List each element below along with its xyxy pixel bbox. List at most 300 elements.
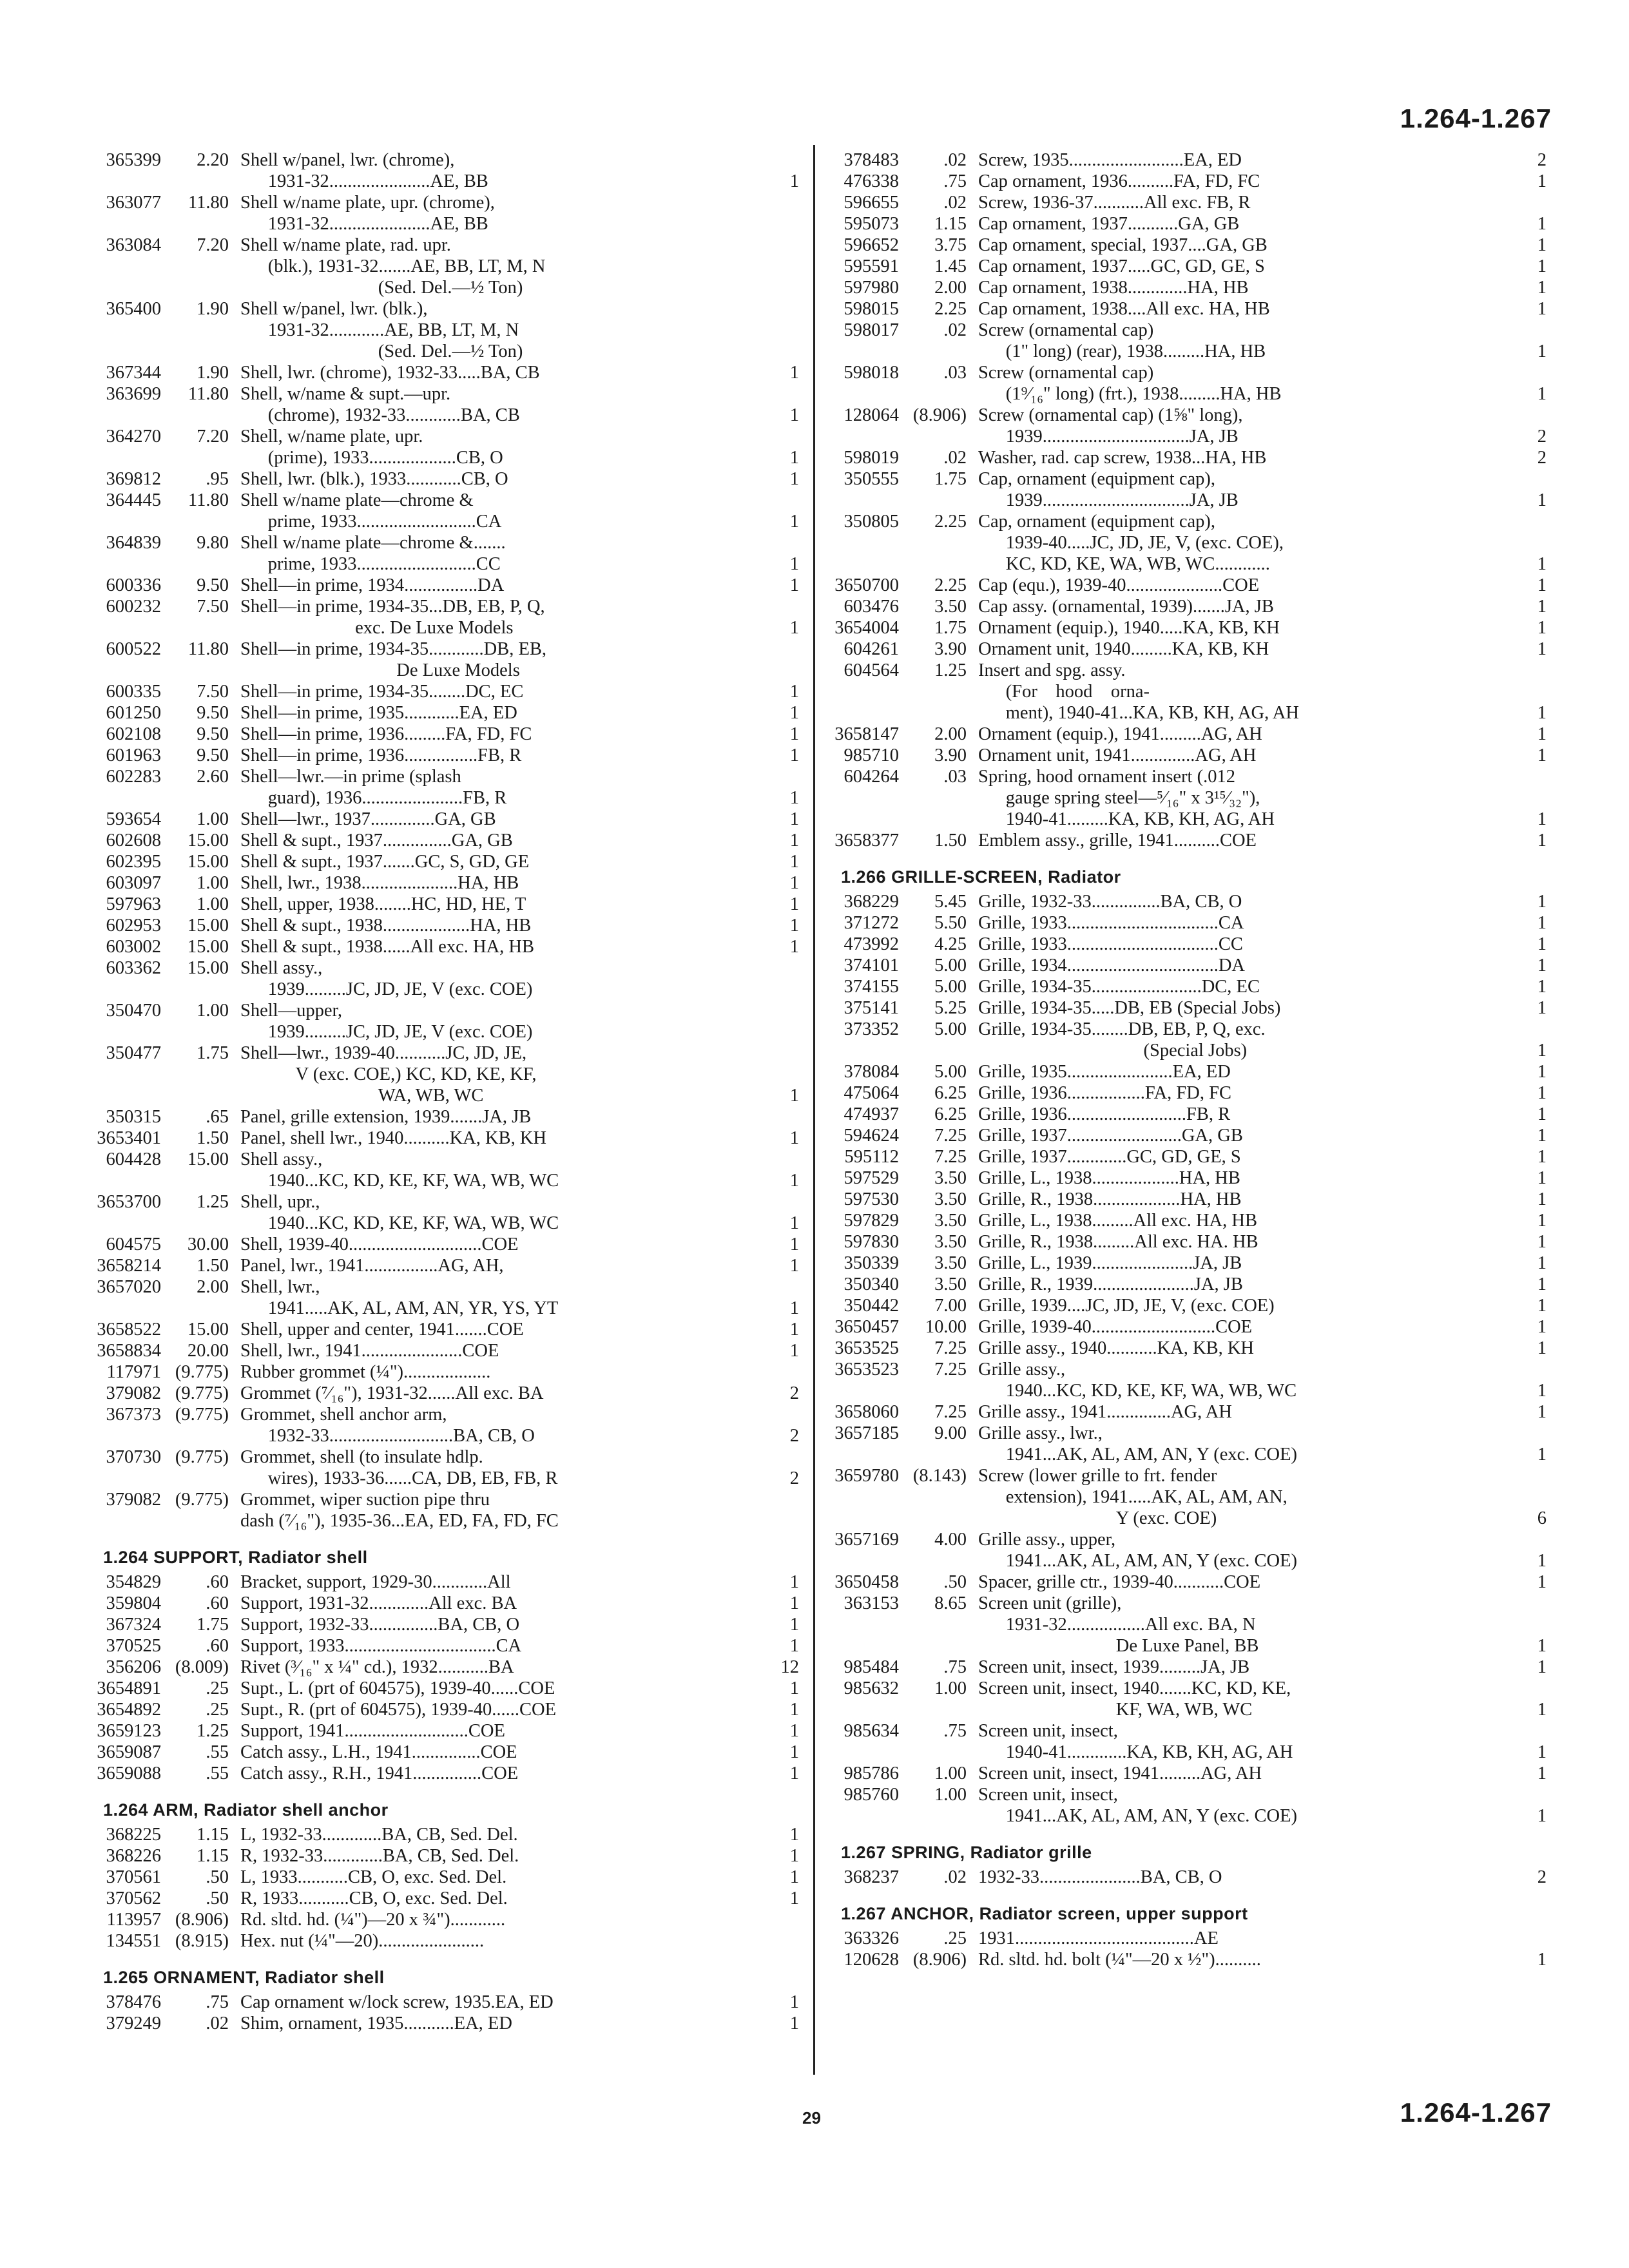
parts-row <box>828 235 1547 256</box>
part-number <box>828 809 904 830</box>
parts-row <box>90 1043 799 1064</box>
part-price: 15.00 <box>187 1149 229 1169</box>
part-number: 379082 <box>106 1490 161 1510</box>
right-column <box>828 149 1547 1970</box>
section-heading: 1.267 SPRING, Radiator grille <box>841 1843 1092 1862</box>
parts-row <box>828 1593 1547 1614</box>
part-description: Screw, 1936-37...........All exc. FB, R <box>978 193 1251 213</box>
part-number: 350555 <box>843 469 899 489</box>
part-price <box>166 447 240 468</box>
part-number: 475064 <box>843 1083 899 1103</box>
part-number: 354829 <box>106 1572 161 1592</box>
part-price: 1.90 <box>197 363 229 383</box>
part-quantity: 2 <box>789 1468 799 1488</box>
part-description: Shell, upr., <box>240 1192 320 1212</box>
section-heading: 1.267 ANCHOR, Radiator screen, upper support <box>841 1904 1248 1923</box>
part-number: 603362 <box>106 958 161 978</box>
part-quantity: 1 <box>789 171 799 191</box>
part-quantity: 1 <box>789 1128 799 1148</box>
part-quantity <box>760 596 799 617</box>
part-price: 1.50 <box>197 1128 229 1148</box>
part-price: 2.60 <box>197 767 229 787</box>
part-number: 474937 <box>843 1104 899 1124</box>
part-quantity: 1 <box>789 1825 799 1845</box>
part-number: 3650700 <box>834 575 899 595</box>
page-number: 29 <box>802 2108 821 2128</box>
part-number <box>90 405 166 426</box>
part-price: 5.00 <box>934 1062 967 1082</box>
part-number <box>828 702 904 724</box>
parts-row <box>828 362 1547 383</box>
part-price: 15.00 <box>187 831 229 850</box>
part-quantity: 1 <box>1537 956 1547 975</box>
part-number <box>90 1085 166 1106</box>
part-price <box>166 617 240 639</box>
part-description: dash (⁷⁄₁₆"), 1935-36...EA, ED, FA, FD, FC <box>240 1511 559 1531</box>
parts-row <box>90 1446 799 1468</box>
parts-row <box>828 787 1547 809</box>
part-price: .25 <box>943 1928 967 1948</box>
part-price <box>904 681 978 702</box>
part-price: .65 <box>206 1107 229 1127</box>
parts-row <box>828 955 1547 976</box>
part-quantity: 1 <box>789 2013 799 2033</box>
parts-row <box>90 660 799 681</box>
parts-row <box>90 872 799 894</box>
part-price: 2.25 <box>934 575 967 595</box>
part-quantity: 1 <box>1537 1381 1547 1401</box>
part-description: 1931.......................................AE <box>978 1928 1219 1948</box>
part-number <box>90 1021 166 1043</box>
part-price <box>166 787 240 809</box>
parts-row <box>828 1146 1547 1168</box>
part-quantity: 1 <box>789 852 799 872</box>
part-number <box>90 553 166 575</box>
part-quantity: 1 <box>1537 1657 1547 1677</box>
part-quantity: 1 <box>789 1213 799 1233</box>
parts-row <box>828 1867 1547 1888</box>
part-price: (9.775) <box>175 1447 229 1467</box>
parts-row <box>828 426 1547 447</box>
part-description: Shell, 1939-40.............................COE <box>240 1235 519 1254</box>
part-price: 3.75 <box>934 235 967 255</box>
part-quantity: 1 <box>1537 1742 1547 1762</box>
part-number: 356206 <box>106 1657 161 1677</box>
parts-row <box>828 1423 1547 1444</box>
part-price: 15.00 <box>187 916 229 936</box>
part-description: (For hood orna- <box>978 682 1150 702</box>
part-quantity <box>1508 1423 1547 1444</box>
part-description: Support, 1932-33...............BA, CB, O <box>240 1615 520 1635</box>
part-description: Cap ornament, special, 1937....GA, GB <box>978 235 1268 255</box>
part-price <box>166 1425 240 1446</box>
part-price <box>904 532 978 553</box>
part-price: 3.90 <box>934 745 967 765</box>
part-quantity: 1 <box>1537 1189 1547 1209</box>
part-quantity: 1 <box>1537 235 1547 255</box>
part-description: R, 1932-33.............BA, CB, Sed. Del. <box>240 1846 519 1866</box>
parts-row <box>90 1319 799 1340</box>
part-price: 1.15 <box>934 214 967 234</box>
part-quantity: 1 <box>1537 1636 1547 1656</box>
part-number: 374155 <box>843 977 899 997</box>
part-description: Screw (lower grille to frt. fender <box>978 1466 1217 1486</box>
part-price <box>904 1040 978 1061</box>
parts-row <box>828 596 1547 617</box>
part-price: 10.00 <box>925 1317 967 1337</box>
part-number: 597980 <box>843 278 899 298</box>
part-number: 597829 <box>843 1211 899 1231</box>
part-description: (Special Jobs) <box>978 1041 1248 1061</box>
part-number: 603002 <box>106 937 161 957</box>
part-price <box>166 171 240 192</box>
part-number: 597963 <box>106 894 161 914</box>
part-number: 371272 <box>843 913 899 933</box>
part-price <box>166 1468 240 1489</box>
part-description: Shell, w/name plate, upr. <box>240 427 423 447</box>
part-number <box>828 681 904 702</box>
part-price: .02 <box>943 320 967 340</box>
part-quantity: 1 <box>1537 1232 1547 1252</box>
part-description: Spacer, grille ctr., 1939-40...........COE <box>978 1572 1261 1592</box>
part-price: 1.00 <box>197 873 229 893</box>
part-price: 7.25 <box>934 1126 967 1146</box>
part-quantity: 1 <box>789 745 799 765</box>
part-quantity: 1 <box>789 1341 799 1361</box>
part-quantity <box>760 1000 799 1021</box>
part-number: 3653401 <box>97 1128 161 1148</box>
part-number: 379249 <box>106 2013 161 2033</box>
part-number: 120628 <box>843 1950 899 1970</box>
part-quantity <box>1508 320 1547 341</box>
parts-row <box>828 1444 1547 1465</box>
part-description: Grille assy., <box>978 1360 1066 1379</box>
parts-row <box>828 830 1547 851</box>
part-quantity: 1 <box>1537 1950 1547 1970</box>
parts-row <box>828 1763 1547 1784</box>
part-number: 596652 <box>843 235 899 255</box>
part-number: 597830 <box>843 1232 899 1252</box>
part-quantity <box>760 957 799 979</box>
part-price: 9.80 <box>197 533 229 553</box>
parts-row <box>90 256 799 277</box>
parts-row <box>90 511 799 532</box>
part-number <box>90 660 166 681</box>
part-number <box>828 1040 904 1061</box>
parts-row <box>828 912 1547 934</box>
part-description: Shell & supt., 1938...................HA, HB <box>240 916 532 936</box>
part-price: 15.00 <box>187 937 229 957</box>
part-quantity: 1 <box>789 894 799 914</box>
part-price: 1.15 <box>197 1825 229 1845</box>
part-quantity: 1 <box>1537 831 1547 850</box>
part-description: Cap, ornament (equipment cap), <box>978 469 1215 489</box>
part-quantity <box>760 1404 799 1425</box>
parts-row <box>828 1614 1547 1635</box>
parts-row <box>828 1061 1547 1082</box>
part-description: Shell—upper, <box>240 1001 342 1021</box>
part-description: Ornament (equip.), 1941.........AG, AH <box>978 724 1262 744</box>
parts-row <box>828 171 1547 192</box>
part-description: Grille assy., lwr., <box>978 1423 1103 1443</box>
parts-row <box>828 553 1547 575</box>
part-description: ment), 1940-41...KA, KB, KH, AG, AH <box>978 703 1299 723</box>
part-number: 3650458 <box>834 1572 899 1592</box>
part-number: 364270 <box>106 427 161 447</box>
parts-row <box>90 936 799 957</box>
part-number <box>90 979 166 1000</box>
part-quantity <box>760 660 799 681</box>
part-quantity: 1 <box>1537 1551 1547 1571</box>
part-quantity: 1 <box>1537 384 1547 404</box>
part-description: Rubber grommet (¼")................... <box>240 1362 491 1382</box>
part-price: 3.50 <box>934 1253 967 1273</box>
part-number: 985634 <box>843 1721 899 1741</box>
part-description: 1939................................JA, JB <box>978 427 1239 447</box>
part-number <box>90 171 166 192</box>
part-description: Screw (ornamental cap) <box>978 320 1154 340</box>
part-description: WA, WB, WC <box>240 1086 484 1106</box>
part-description: 1931-32............AE, BB, LT, M, N <box>240 320 519 340</box>
part-description: Grommet (⁷⁄₁₆"), 1931-32......All exc. BA <box>240 1383 544 1403</box>
part-price: (8.143) <box>912 1466 967 1486</box>
part-number: 600232 <box>106 597 161 617</box>
part-price <box>904 809 978 830</box>
part-quantity: 1 <box>1537 1083 1547 1103</box>
parts-row <box>90 915 799 936</box>
part-quantity <box>1508 787 1547 809</box>
part-number: 3653523 <box>834 1360 899 1379</box>
part-price: 3.50 <box>934 1189 967 1209</box>
part-description: Screen unit, insect, 1940.......KC, KD, KE, <box>978 1678 1291 1698</box>
part-number <box>90 511 166 532</box>
parts-row <box>90 362 799 383</box>
part-description: Supt., R. (prt of 604575), 1939-40......COE <box>240 1700 557 1720</box>
part-quantity: 1 <box>789 618 799 638</box>
part-price: 4.00 <box>934 1530 967 1550</box>
parts-row <box>90 1742 799 1763</box>
parts-row <box>90 1276 799 1298</box>
part-quantity: 1 <box>789 1298 799 1318</box>
part-price: 4.25 <box>934 934 967 954</box>
part-number: 602283 <box>106 767 161 787</box>
part-price <box>904 426 978 447</box>
part-description: Rd. sltd. hd. (¼")—20 x ¾")............ <box>240 1910 506 1930</box>
part-number: 985710 <box>843 745 899 765</box>
part-number <box>828 553 904 575</box>
part-number: 597530 <box>843 1189 899 1209</box>
part-description: Grille, R., 1938.........All exc. HA. HB <box>978 1232 1258 1252</box>
part-quantity: 1 <box>1537 1147 1547 1167</box>
part-quantity <box>1508 681 1547 702</box>
part-number <box>90 787 166 809</box>
part-price: .55 <box>206 1763 229 1783</box>
part-quantity: 1 <box>789 703 799 723</box>
part-quantity <box>760 256 799 277</box>
part-price <box>904 1486 978 1508</box>
part-price <box>166 1170 240 1191</box>
part-price: 3.50 <box>934 1211 967 1231</box>
part-description: Shell—in prime, 1934-35........DC, EC <box>240 682 524 702</box>
part-price <box>166 341 240 362</box>
part-description: Panel, grille extension, 1939.......JA, JB <box>240 1107 532 1127</box>
part-price <box>166 1085 240 1106</box>
part-quantity <box>760 1043 799 1064</box>
part-price: 7.20 <box>197 235 229 255</box>
part-description: Shell—in prime, 1936................FB, R <box>240 745 522 765</box>
part-number: 604428 <box>106 1149 161 1169</box>
part-description: Shell assy., <box>240 958 323 978</box>
part-number: 378084 <box>843 1062 899 1082</box>
part-quantity: 1 <box>789 1086 799 1106</box>
parts-row <box>90 320 799 341</box>
parts-row <box>828 1253 1547 1274</box>
part-description: Support, 1941...........................COE <box>240 1721 505 1741</box>
part-quantity <box>760 149 799 171</box>
part-number: 378476 <box>106 1992 161 2012</box>
parts-row <box>828 1082 1547 1104</box>
part-quantity: 1 <box>789 1846 799 1866</box>
part-description: 1941.....AK, AL, AM, AN, YR, YS, YT <box>240 1298 559 1318</box>
part-price <box>904 490 978 511</box>
part-quantity <box>1508 1593 1547 1614</box>
part-quantity <box>1508 1614 1547 1635</box>
parts-row <box>828 1550 1547 1571</box>
part-description: Y (exc. COE) <box>978 1508 1217 1528</box>
part-description: Grille, 1934-35.....DB, EB (Special Jobs) <box>978 998 1281 1018</box>
part-quantity <box>760 979 799 1000</box>
part-number: 3659780 <box>834 1466 899 1486</box>
part-price: (8.009) <box>175 1657 229 1677</box>
part-number <box>90 256 166 277</box>
part-number: 595591 <box>843 256 899 276</box>
part-description: Supt., L. (prt of 604575), 1939-40......COE <box>240 1678 555 1698</box>
parts-row <box>90 1845 799 1867</box>
parts-row <box>90 277 799 298</box>
part-number: 368225 <box>106 1825 161 1845</box>
part-price: (9.775) <box>175 1383 229 1403</box>
part-price: 3.90 <box>934 639 967 659</box>
part-price: 7.50 <box>197 682 229 702</box>
parts-row <box>828 891 1547 912</box>
part-number: 350340 <box>843 1274 899 1294</box>
part-number: 3654892 <box>97 1700 161 1720</box>
part-quantity <box>760 1106 799 1128</box>
part-description: 1940...KC, KD, KE, KF, WA, WB, WC <box>240 1213 559 1233</box>
part-price: 2.25 <box>934 512 967 532</box>
part-description: Cap ornament w/lock screw, 1935.EA, ED <box>240 1992 554 2012</box>
part-quantity: 1 <box>789 873 799 893</box>
part-quantity: 1 <box>1537 490 1547 510</box>
part-number <box>90 617 166 639</box>
part-quantity: 1 <box>1537 299 1547 319</box>
parts-row <box>90 468 799 490</box>
parts-row <box>90 894 799 915</box>
parts-row <box>90 1992 799 2013</box>
part-description: De Luxe Models <box>240 660 520 680</box>
part-number: 602953 <box>106 916 161 936</box>
part-quantity <box>760 1149 799 1170</box>
part-price: (9.775) <box>175 1490 229 1510</box>
part-quantity: 1 <box>789 809 799 829</box>
part-description: 1932-33...........................BA, CB, O <box>240 1426 535 1446</box>
part-price: 3.50 <box>934 1168 967 1188</box>
part-number: 368237 <box>843 1867 899 1887</box>
part-price: 2.20 <box>197 150 229 170</box>
part-price: 11.80 <box>188 384 229 404</box>
part-description: Grommet, shell (to insulate hdlp. <box>240 1447 483 1467</box>
parts-row <box>90 1149 799 1170</box>
part-number: 603476 <box>843 597 899 617</box>
part-quantity: 1 <box>1537 278 1547 298</box>
part-price: 15.00 <box>187 958 229 978</box>
part-description: guard), 1936......................FB, R <box>240 788 507 808</box>
parts-row <box>90 2013 799 2034</box>
parts-row <box>90 383 799 405</box>
part-number <box>828 1805 904 1827</box>
parts-row <box>90 1909 799 1930</box>
parts-row <box>828 532 1547 553</box>
part-price: 5.25 <box>934 998 967 1018</box>
part-description: Support, 1931-32.............All exc. BA <box>240 1593 517 1613</box>
part-price: 1.90 <box>197 299 229 319</box>
parts-row <box>90 532 799 553</box>
part-number <box>90 1298 166 1319</box>
part-quantity: 1 <box>789 1678 799 1698</box>
part-quantity: 1 <box>1537 1700 1547 1720</box>
part-description: Shell, lwr., <box>240 1277 320 1297</box>
part-quantity <box>760 1909 799 1930</box>
parts-row <box>828 1742 1547 1763</box>
part-price: .02 <box>943 193 967 213</box>
parts-row <box>90 617 799 639</box>
part-number: 350470 <box>106 1001 161 1021</box>
part-description: 1940...KC, KD, KE, KF, WA, WB, WC <box>978 1381 1297 1401</box>
part-price: 11.80 <box>188 639 229 659</box>
part-description: Grommet, shell anchor arm, <box>240 1405 447 1425</box>
part-description: 1940-41.............KA, KB, KH, AG, AH <box>978 1742 1293 1762</box>
part-number: 601250 <box>106 703 161 723</box>
part-number: 350315 <box>106 1107 161 1127</box>
part-description: Screw, 1935.........................EA, ED <box>978 150 1242 170</box>
part-description: Shell—in prime, 1936.........FA, FD, FC <box>240 724 532 744</box>
part-number <box>828 532 904 553</box>
parts-row <box>90 1489 799 1510</box>
part-description: Catch assy., L.H., 1941...............COE <box>240 1742 517 1762</box>
part-price: 3.50 <box>934 597 967 617</box>
part-description: Screen unit, insect, <box>978 1721 1118 1741</box>
part-number: 370562 <box>106 1888 161 1908</box>
part-description: Grille, 1936.................FA, FD, FC <box>978 1083 1231 1103</box>
part-price: .60 <box>206 1593 229 1613</box>
part-description: Grille, 1937.............GC, GD, GE, S <box>978 1147 1241 1167</box>
part-quantity: 1 <box>789 916 799 936</box>
parts-row <box>90 1468 799 1489</box>
parts-row <box>828 277 1547 298</box>
parts-row <box>828 1231 1547 1253</box>
part-price: 7.00 <box>934 1296 967 1316</box>
part-price: .50 <box>943 1572 967 1592</box>
part-quantity: 6 <box>1537 1508 1547 1528</box>
parts-row <box>828 1928 1547 1949</box>
part-description: Screw (ornamental cap) <box>978 363 1154 383</box>
part-description: prime, 1933..........................CA <box>240 512 502 532</box>
parts-row <box>828 1338 1547 1359</box>
part-price: .75 <box>943 1657 967 1677</box>
part-description: Cap ornament, 1938....All exc. HA, HB <box>978 299 1270 319</box>
parts-row <box>828 1571 1547 1593</box>
part-price: 9.50 <box>197 745 229 765</box>
